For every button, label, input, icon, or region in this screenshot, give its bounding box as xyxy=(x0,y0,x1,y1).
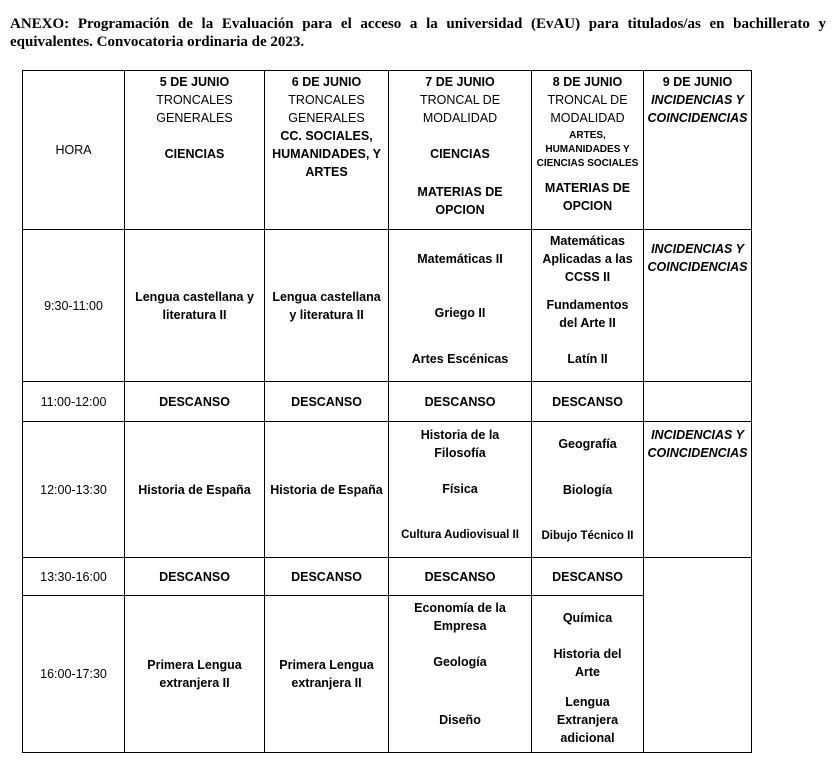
hora-cell: 16:00-17:30 xyxy=(23,596,125,753)
cell-8-junio: DESCANSO xyxy=(532,558,644,596)
row-1100 xyxy=(23,382,752,422)
header-hora: HORA xyxy=(23,71,125,230)
cell-9-junio-empty xyxy=(644,558,752,753)
cell-7-junio: Economía de la Empresa Geología Diseño xyxy=(389,596,532,753)
cell-5-junio: Primera Lengua extranjera II xyxy=(125,596,265,753)
hora-cell: 9:30-11:00 xyxy=(23,230,125,382)
cell-8-junio: Química Historia del Arte Lengua Extranjera adicional xyxy=(532,596,644,753)
cell-5-junio: DESCANSO xyxy=(125,382,265,422)
cell-7-junio: Matemáticas II Griego II Artes Escénicas xyxy=(389,230,532,382)
cell-6-junio: DESCANSO xyxy=(265,558,389,596)
cell-9-junio xyxy=(644,382,752,422)
hora-cell: 13:30-16:00 xyxy=(23,558,125,596)
hora-cell: 12:00-13:30 xyxy=(23,422,125,558)
cell-6-junio: Historia de España xyxy=(265,422,389,558)
cell-8-junio: DESCANSO xyxy=(532,382,644,422)
row-0930 xyxy=(23,230,752,382)
cell-8-junio: Geografía Biología Dibujo Técnico II xyxy=(532,422,644,558)
cell-5-junio: DESCANSO xyxy=(125,558,265,596)
cell-5-junio: Lengua castellana y literatura II xyxy=(125,230,265,382)
cell-5-junio: Historia de España xyxy=(125,422,265,558)
header-5-junio: 5 DE JUNIO TRONCALES GENERALES CIENCIAS xyxy=(125,71,265,230)
header-row xyxy=(23,71,752,230)
cell-9-junio: INCIDENCIAS Y COINCIDENCIAS xyxy=(644,422,752,558)
row-1200 xyxy=(23,422,752,558)
cell-9-junio: INCIDENCIAS Y COINCIDENCIAS xyxy=(644,230,752,382)
document-title: ANEXO: Programación de la Evaluación para el acceso a la universidad (EvAU) para titulados/as en bachillerato y equivalentes. Convocatoria ordinaria de 2023. xyxy=(10,16,826,50)
cell-7-junio: DESCANSO xyxy=(389,558,532,596)
cell-7-junio: DESCANSO xyxy=(389,382,532,422)
cell-7-junio: Historia de la Filosofía Física Cultura Audiovisual II xyxy=(389,422,532,558)
cell-6-junio: Primera Lengua extranjera II xyxy=(265,596,389,753)
cell-6-junio: Lengua castellana y literatura II xyxy=(265,230,389,382)
header-8-junio: 8 DE JUNIO TRONCAL DE MODALIDAD ARTES, HUMANIDADES Y CIENCIAS SOCIALES MATERIAS DE OPCION xyxy=(532,71,644,230)
header-9-junio: 9 DE JUNIO INCIDENCIAS Y COINCIDENCIAS xyxy=(644,71,752,230)
cell-6-junio: DESCANSO xyxy=(265,382,389,422)
exam-schedule-table xyxy=(22,70,752,753)
cell-8-junio: Matemáticas Aplicadas a las CCSS II Fundamentos del Arte II Latín II xyxy=(532,230,644,382)
row-1330 xyxy=(23,558,752,596)
hora-cell: 11:00-12:00 xyxy=(23,382,125,422)
row-1600 xyxy=(23,596,752,753)
header-6-junio: 6 DE JUNIO TRONCALES GENERALES CC. SOCIALES, HUMANIDADES, Y ARTES xyxy=(265,71,389,230)
header-7-junio: 7 DE JUNIO TRONCAL DE MODALIDAD CIENCIAS MATERIAS DE OPCION xyxy=(389,71,532,230)
